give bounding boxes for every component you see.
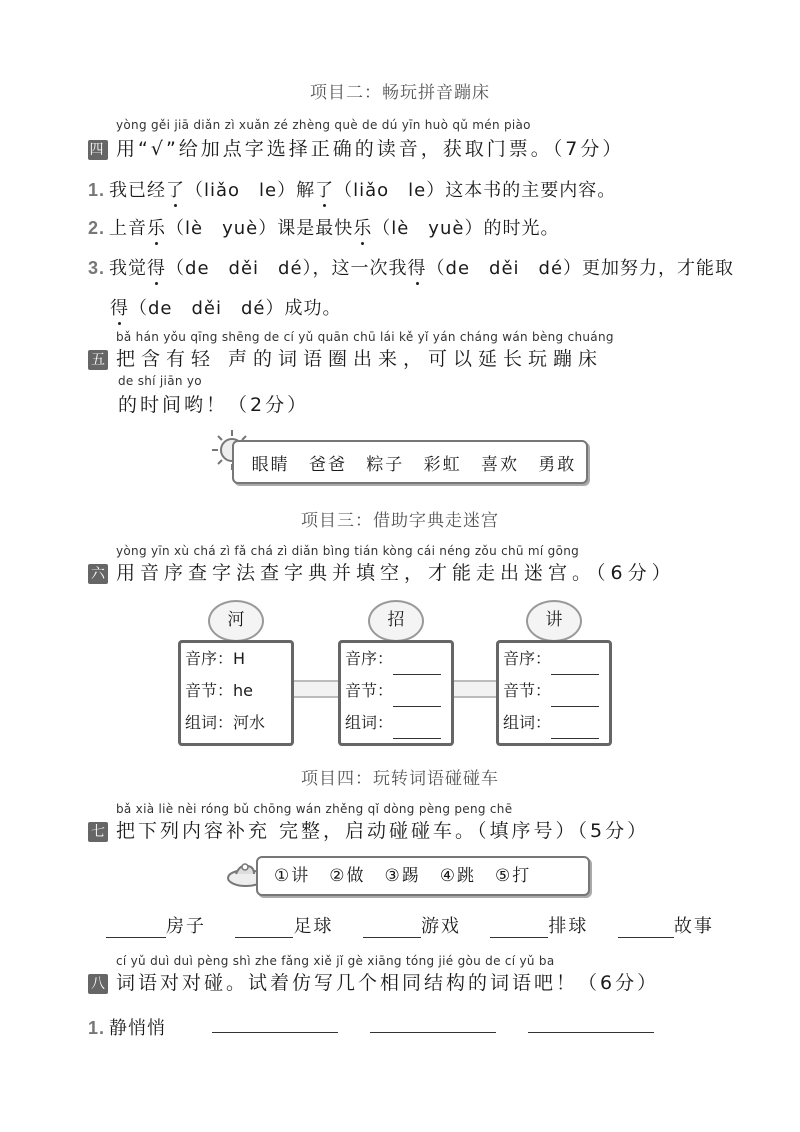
blank-jiang-yinxu[interactable] [551, 656, 599, 675]
word-2[interactable]: 爸爸 [308, 454, 347, 475]
q4-item-2: 2. 上音乐（lè yuè）课是最快乐（lè yuè）的时光。 [88, 218, 560, 239]
q6-question [88, 558, 676, 585]
char-cloud-2: 招 [368, 600, 424, 642]
word-5[interactable]: 喜欢 [480, 454, 519, 475]
q8-pinyin: cí yǔ duì duì pèng shì zhe fǎng xiě jǐ gè xiāng tóng jié gòu de cí yǔ ba [116, 954, 555, 968]
q8-answer-line-3[interactable] [528, 1032, 654, 1033]
q7-options: ①讲 ②做 ③踢 ④跳 ⑤打 [274, 866, 532, 886]
q7-badge: 七 [88, 822, 108, 842]
fill-blank-2[interactable] [235, 919, 293, 938]
blank-zhao-zuci[interactable] [393, 720, 441, 739]
q4-text: 用“√”给加点字选择正确的读音，获取门票。（7分） [116, 138, 625, 160]
char-cloud-3: 讲 [526, 600, 582, 642]
q6-pinyin: yòng yīn xù chá zì fǎ chá zì diǎn bìng tián kòng cái néng zǒu chū mí gōng [116, 544, 580, 558]
q8-item-1: 1. 静悄悄 [88, 1018, 167, 1039]
q6-text: 用音序查字法查字典并填空，才能走出迷宫。（6分） [116, 562, 676, 584]
q8-text: 词语对对碰。试着仿写几个相同结构的词语吧！（6分） [116, 972, 660, 994]
q5-text-1: 把含有轻 声的词语圈出来，可以延长玩蹦床 [116, 348, 604, 370]
char-cloud-1: 河 [208, 600, 264, 642]
fill-blank-4[interactable] [490, 919, 548, 938]
q4-item-1: 1. 我已经了（liǎo le）解了（liǎo le）这本书的主要内容。 [88, 180, 617, 201]
q5-pinyin-2: de shí jiān yo [118, 374, 202, 388]
q8-badge: 八 [88, 974, 108, 994]
q7-pinyin: bǎ xià liè nèi róng bǔ chōng wán zhěng qǐ dòng pèng peng chē [116, 802, 513, 816]
dict-card-he: 音序：H 音节：he 组词：河水 [178, 640, 294, 746]
q4-1-choice-b[interactable]: （liǎo le）这本书的主要内容。 [334, 180, 617, 201]
q4-3-choice-c[interactable]: （de děi dé）成功。 [129, 298, 342, 319]
q4-3-choice-b[interactable]: （de děi dé）更加努力，才能取 [426, 258, 735, 279]
q4-badge: 四 [89, 141, 107, 158]
fill-blank-3[interactable] [363, 919, 421, 938]
q5-pinyin-1: bǎ hán yǒu qīng shēng de cí yǔ quān chū lái kě yǐ yán cháng wán bèng chuáng [116, 330, 614, 344]
q4-item-3: 3. 我觉得（de děi dé），这一次我得（de děi dé）更加努力，才能取 [88, 258, 735, 279]
fill-blank-1[interactable] [106, 919, 166, 938]
q8-answer-line-1[interactable] [212, 1032, 338, 1033]
q5-question [88, 344, 603, 371]
q5-word-box [232, 440, 588, 484]
word-1[interactable]: 眼睛 [251, 454, 290, 475]
q7-options-box [256, 856, 590, 896]
q7-text: 把下列内容补充 完整，启动碰碰车。（填序号）（5分） [116, 820, 650, 842]
maze-connector-1 [294, 680, 340, 698]
blank-jiang-zuci[interactable] [551, 720, 599, 739]
q4-pinyin: yòng gěi jiā diǎn zì xuǎn zé zhèng què de dú yīn huò qǔ mén piào [116, 118, 531, 132]
word-6[interactable]: 勇敢 [538, 454, 577, 475]
section-title-4: 项目四：玩转词语碰碰车 [301, 769, 499, 789]
q4-2-choice-b[interactable]: （lè yuè）的时光。 [372, 218, 560, 239]
q8-question [88, 968, 659, 995]
q4-item-3-cont: 得（de děi dé）成功。 [110, 298, 342, 319]
word-4[interactable]: 彩虹 [423, 454, 462, 475]
q5-badge: 五 [88, 350, 108, 370]
blank-zhao-yinjie[interactable] [393, 688, 441, 707]
q8-answer-line-2[interactable] [370, 1032, 496, 1033]
q6-badge: 六 [88, 564, 108, 584]
q5-text-2: 的时间哟！（2分） [118, 394, 310, 416]
q4-3-choice-a[interactable]: （de děi dé），这一次我 [166, 258, 408, 279]
blank-zhao-yinxu[interactable] [393, 656, 441, 675]
blank-jiang-yinjie[interactable] [551, 688, 599, 707]
q4-question [88, 134, 624, 161]
word-3[interactable]: 粽子 [366, 454, 405, 475]
section-title-2: 项目二：畅玩拼音蹦床 [310, 83, 490, 103]
maze-connector-2 [452, 680, 498, 698]
dict-card-zhao: 音序： 音节： 组词： [338, 640, 454, 746]
section-title-3: 项目三：借助字典走迷宫 [301, 511, 499, 531]
q7-question [88, 816, 649, 843]
fill-blank-5[interactable] [618, 919, 674, 938]
q4-2-choice-a[interactable]: （lè yuè）课是最快 [166, 218, 354, 239]
q4-1-choice-a[interactable]: （liǎo le）解 [185, 180, 316, 201]
dict-card-jiang: 音序： 音节： 组词： [496, 640, 612, 746]
q7-fill-row: 房子 足球 游戏 排球 故事 [106, 912, 714, 938]
